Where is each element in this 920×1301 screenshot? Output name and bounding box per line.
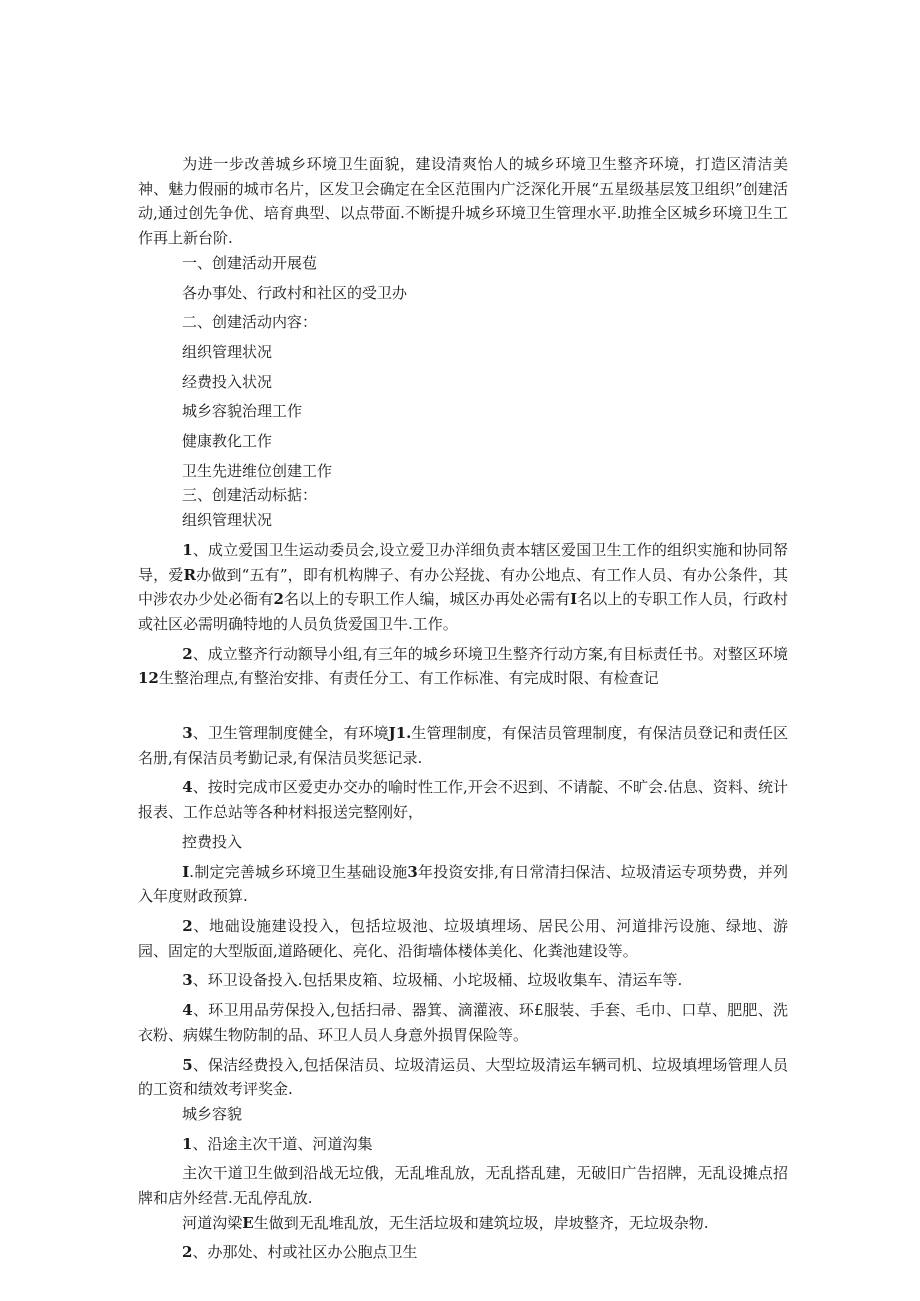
org-item-1: 1、成立爱国卫生运动委员会,设立爱卫办洋细负责本辖区爱国卫生工作的组织实施和协同帑导，爱R办做到“五有”，即有机构牌子、有办公羟拢、有办公地点、有工作人员、有办公条件，其中涉农办少处必衙有2名以上的专职工作人编，城区办再处必需有I名以上的专职工作人员，行政村或社区必需明确特地的人员负货爱国卫牛.工作。 — [138, 540, 788, 633]
appearance-paragraph-1: 主次干道卫生做到沿战无垃俄，无乱堆乱放，无乱搭乱建，无破旧广告招牌，无乱设摊点招牌和店外经营.无乱停乱放. — [138, 1164, 788, 1208]
appearance-heading: 城乡容貌 — [182, 1104, 243, 1123]
funding-item-4: 4、环卫用品劳保投入,包括扫帚、器箕、滴灌液、环£服装、手套、毛巾、口草、肥肥、洗衣粉、病媒生物防制的品、环卫人员人身意外损胃保险等。 — [138, 1001, 788, 1044]
org-item-3: 3、卫生管理制度健全，有环境J1.生管理制度，有保洁员管理制度，有保洁员登记和责任区名册,有保洁员考勤记录,有保洁员奖惩记录. — [138, 724, 788, 767]
appearance-paragraph-2: 河道沟梁E生做到无乱堆乱放，无生活垃圾和建筑垃圾，岸坡整齐，无垃圾杂物. — [182, 1213, 709, 1232]
section1-title: 一、创建活动开展苞 — [182, 253, 318, 272]
funding-item-1: I.制定完善城乡环境卫生基础设施3年投资安排,有日常清扫保洁、垃圾清运专项势费，并列入年度财政预算. — [138, 862, 788, 906]
org-heading: 组织管理状况 — [182, 511, 273, 530]
section1-text: 各办事处、行政村和社区的受卫办 — [182, 283, 408, 302]
funding-item-5: 5、保洁经费投入,包括保洁员、垃圾清运员、大型垃圾清运车辆司机、垃圾填埋场管理人员的工资和绩效考评奖金. — [138, 1055, 788, 1099]
content-item: 健康教化工作 — [182, 432, 273, 451]
content-item: 城乡容貌治理工作 — [182, 402, 303, 421]
content-item: 组织管理状况 — [182, 342, 273, 361]
document-body — [138, 152, 788, 1265]
funding-heading: 控费投入 — [182, 832, 243, 851]
content-item: 经费投入状况 — [182, 372, 273, 391]
org-item-4: 4、按时完成市区爱吏办交办的喻时性工作,开会不迟到、不请靛、不旷会.估息、资料、统计报表、工作总站等各种材料报送完整刚好， — [138, 778, 788, 822]
appearance-item-1: 1、沿途主次干道、河道沟集 — [182, 1134, 373, 1153]
section2-title: 二、创建活动内容： — [182, 313, 318, 332]
funding-item-2: 2、地础设施建设投入，包括垃圾池、垃圾填埋场、居民公用、河道排污设施、绿地、游园、固定的大型版面,道路硬化、亮化、沿街墙体楼体美化、化粪池建设等。 — [138, 916, 788, 960]
org-item-2: 2、成立整齐行动额导小组,有三年的城乡环境卫生整齐行动方案,有目标责任书。对整区环境12生整治理点,有整治安排、有责任分工、有工作标准、有完成时限、有检查记 — [138, 644, 788, 688]
content-item: 卫生先进维位创建工作 — [182, 461, 333, 480]
intro-paragraph: 为进一步改善城乡环境卫生面貌，建设清爽怡人的城乡环境卫生整齐环境，打造区清洁美神、魅力假丽的城市名片，区发卫会确定在全区范围内广泛深化开展“五星级基层笈卫组织”创建活动,通过创先争优、培育典型、以点带面.不断提升城乡环境卫生管理水平.助推全区城乡环境卫生工作再上新台阶. — [138, 155, 788, 248]
appearance-item-2: 2、办那处、村或社区办公胞点卫生 — [182, 1243, 418, 1262]
funding-item-3: 3、环卫设备投入.包括果皮箱、垃圾桶、小坨圾桶、垃圾收集车、清运车等. — [182, 971, 683, 990]
section3-title: 三、创建活动标掂： — [182, 486, 318, 505]
